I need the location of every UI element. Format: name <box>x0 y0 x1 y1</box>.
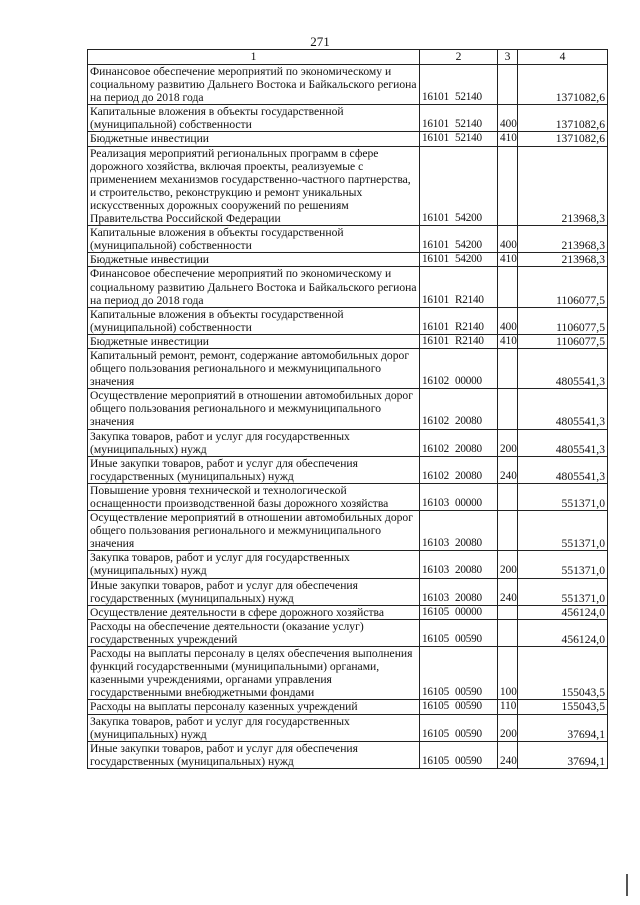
column-header-code: 2 <box>420 50 498 65</box>
margin-mark <box>626 874 628 896</box>
row-expense-type: 200 <box>498 551 518 578</box>
row-amount: 1106077,5 <box>518 267 608 307</box>
row-code-direction: 20080 <box>454 591 482 604</box>
row-code-direction: 00590 <box>454 754 482 767</box>
row-amount: 4805541,3 <box>518 429 608 456</box>
row-amount: 4805541,3 <box>518 389 608 429</box>
table-row <box>88 483 608 510</box>
row-code <box>420 65 498 105</box>
row-code-direction: 20080 <box>454 442 482 455</box>
row-amount: 37694,1 <box>518 741 608 768</box>
row-name: Бюджетные инвестиции <box>88 334 420 348</box>
row-code <box>420 605 498 619</box>
row-amount: 1371082,6 <box>518 132 608 146</box>
row-code-direction: R2140 <box>454 293 484 306</box>
row-name: Капитальные вложения в объекты государственной (муниципальной) собственности <box>88 307 420 334</box>
row-code-direction: R2140 <box>454 334 484 347</box>
row-code <box>420 267 498 307</box>
row-expense-type: 240 <box>498 578 518 605</box>
row-code-program: 16105 <box>422 727 449 740</box>
row-code-program: 16101 <box>422 132 449 145</box>
row-expense-type: 400 <box>498 105 518 132</box>
row-code <box>420 456 498 483</box>
row-code-direction: 52140 <box>454 91 482 104</box>
column-header-amount: 4 <box>518 50 608 65</box>
row-code-program: 16102 <box>422 469 449 482</box>
row-amount: 155043,5 <box>518 647 608 700</box>
row-code <box>420 389 498 429</box>
row-code-direction: 00590 <box>454 727 482 740</box>
row-expense-type: 410 <box>498 334 518 348</box>
row-amount: 1106077,5 <box>518 307 608 334</box>
row-code <box>420 511 498 551</box>
row-amount: 155043,5 <box>518 700 608 714</box>
table-row <box>88 456 608 483</box>
row-code-program: 16102 <box>422 415 449 428</box>
row-code-program: 16101 <box>422 239 449 252</box>
row-expense-type: 200 <box>498 429 518 456</box>
row-expense-type: 100 <box>498 647 518 700</box>
table-row <box>88 511 608 551</box>
table-row <box>88 334 608 348</box>
row-name: Осуществление мероприятий в отношении автомобильных дорог общего пользования регионального и межмуниципального значения <box>88 389 420 429</box>
table-row <box>88 267 608 307</box>
row-expense-type <box>498 483 518 510</box>
row-name: Закупка товаров, работ и услуг для государственных (муниципальных) нужд <box>88 714 420 741</box>
column-header-name: 1 <box>88 50 420 65</box>
row-name: Бюджетные инвестиции <box>88 253 420 267</box>
row-amount: 4805541,3 <box>518 456 608 483</box>
row-amount: 456124,0 <box>518 605 608 619</box>
row-name: Капитальные вложения в объекты государственной (муниципальной) собственности <box>88 105 420 132</box>
row-amount: 213968,3 <box>518 226 608 253</box>
row-expense-type: 240 <box>498 741 518 768</box>
row-expense-type <box>498 146 518 226</box>
row-code-program: 16105 <box>422 632 449 645</box>
row-amount: 4805541,3 <box>518 348 608 388</box>
row-expense-type: 400 <box>498 226 518 253</box>
table-row <box>88 429 608 456</box>
row-code-program: 16101 <box>422 212 449 225</box>
row-code-program: 16103 <box>422 537 449 550</box>
row-code-direction: 00590 <box>454 700 482 713</box>
row-code-direction: 54200 <box>454 212 482 225</box>
row-code-program: 16105 <box>422 686 449 699</box>
row-code-program: 16102 <box>422 375 449 388</box>
row-code-program: 16103 <box>422 591 449 604</box>
row-code-program: 16103 <box>422 497 449 509</box>
budget-table <box>87 49 608 769</box>
row-code-program: 16101 <box>422 334 449 347</box>
row-name: Иные закупки товаров, работ и услуг для обеспечения государственных (муниципальных) нужд <box>88 578 420 605</box>
row-code-direction: 52140 <box>454 132 482 145</box>
row-expense-type: 410 <box>498 253 518 267</box>
row-code <box>420 307 498 334</box>
table-row <box>88 714 608 741</box>
row-name: Капитальный ремонт, ремонт, содержание автомобильных дорог общего пользования регионального и межмуниципального значения <box>88 348 420 388</box>
row-amount: 551371,0 <box>518 551 608 578</box>
row-code-program: 16102 <box>422 442 449 455</box>
row-amount: 37694,1 <box>518 714 608 741</box>
row-name: Капитальные вложения в объекты государственной (муниципальной) собственности <box>88 226 420 253</box>
row-code-direction: 00000 <box>454 605 482 618</box>
row-code-direction: 00000 <box>454 375 482 388</box>
row-name: Иные закупки товаров, работ и услуг для обеспечения государственных (муниципальных) нужд <box>88 741 420 768</box>
row-code-direction: 20080 <box>454 415 482 428</box>
row-code-program: 16103 <box>422 564 449 577</box>
table-row <box>88 253 608 267</box>
row-expense-type <box>498 511 518 551</box>
row-amount: 551371,0 <box>518 511 608 551</box>
row-code-program: 16105 <box>422 605 449 618</box>
row-code-program: 16101 <box>422 293 449 306</box>
row-amount: 456124,0 <box>518 619 608 646</box>
row-code-direction: 20080 <box>454 564 482 577</box>
row-expense-type: 410 <box>498 132 518 146</box>
row-amount: 213968,3 <box>518 253 608 267</box>
row-code-direction: 20080 <box>454 537 482 550</box>
row-code <box>420 226 498 253</box>
column-header-type: 3 <box>498 50 518 65</box>
row-expense-type: 400 <box>498 307 518 334</box>
row-code <box>420 551 498 578</box>
row-code-program: 16105 <box>422 700 449 713</box>
row-code <box>420 714 498 741</box>
table-row <box>88 619 608 646</box>
row-name: Бюджетные инвестиции <box>88 132 420 146</box>
row-code-direction: 54200 <box>454 253 482 266</box>
row-name: Расходы на выплаты персоналу в целях обеспечения выполнения функций государственными (муниципальными) органами, казенными учреждениями, органами управления государственными внебюджетными фондами <box>88 647 420 700</box>
table-header-row <box>88 50 608 65</box>
row-name: Осуществление деятельности в сфере дорожного хозяйства <box>88 605 420 619</box>
row-expense-type: 110 <box>498 700 518 714</box>
table-row <box>88 146 608 226</box>
row-code-direction: 20080 <box>454 469 482 482</box>
row-code-program: 16105 <box>422 754 449 767</box>
row-code-program: 16101 <box>422 320 449 333</box>
row-expense-type <box>498 65 518 105</box>
row-code <box>420 146 498 226</box>
row-name: Осуществление мероприятий в отношении автомобильных дорог общего пользования регионального и межмуниципального значения <box>88 511 420 551</box>
row-code <box>420 578 498 605</box>
row-code-program: 16101 <box>422 118 449 131</box>
row-code <box>420 132 498 146</box>
row-name: Иные закупки товаров, работ и услуг для обеспечения государственных (муниципальных) нужд <box>88 456 420 483</box>
row-code-direction: 00000 <box>454 497 482 509</box>
row-code-direction: 00590 <box>454 686 482 699</box>
row-amount: 1371082,6 <box>518 105 608 132</box>
row-code <box>420 253 498 267</box>
table-row <box>88 647 608 700</box>
table-row <box>88 226 608 253</box>
row-name: Финансовое обеспечение мероприятий по экономическому и социальному развитию Дальнего Востока и Байкальского региона на период до 2018 года <box>88 267 420 307</box>
row-name: Расходы на выплаты персоналу казенных учреждений <box>88 700 420 714</box>
row-code <box>420 647 498 700</box>
row-code-direction: 54200 <box>454 239 482 252</box>
row-expense-type: 240 <box>498 456 518 483</box>
table-row <box>88 65 608 105</box>
row-name: Финансовое обеспечение мероприятий по экономическому и социальному развитию Дальнего Востока и Байкальского региона на период до 2018 года <box>88 65 420 105</box>
table-row <box>88 389 608 429</box>
row-amount: 1106077,5 <box>518 334 608 348</box>
row-expense-type: 200 <box>498 714 518 741</box>
row-code <box>420 741 498 768</box>
row-code-program: 16101 <box>422 253 449 266</box>
page-number: 271 <box>310 34 330 49</box>
row-expense-type <box>498 267 518 307</box>
table-body <box>88 50 608 769</box>
table-row <box>88 307 608 334</box>
row-code-direction: R2140 <box>454 320 484 333</box>
table-row <box>88 105 608 132</box>
table-row <box>88 741 608 768</box>
row-amount: 551371,0 <box>518 483 608 510</box>
row-code <box>420 483 498 510</box>
row-expense-type <box>498 348 518 388</box>
table-row <box>88 348 608 388</box>
row-code-program: 16101 <box>422 91 449 104</box>
row-name: Реализация мероприятий региональных программ в сфере дорожного хозяйства, включая проекты, реализуемые с применением механизмов государственно-частного партнерства, и строительство, реконструкцию и ремонт уникальных искусственных дорожных сооружений по решениям Правительства Российской Федерации <box>88 146 420 226</box>
row-name: Закупка товаров, работ и услуг для государственных (муниципальных) нужд <box>88 429 420 456</box>
row-expense-type <box>498 619 518 646</box>
row-name: Расходы на обеспечение деятельности (оказание услуг) государственных учреждений <box>88 619 420 646</box>
row-code <box>420 429 498 456</box>
table-row <box>88 605 608 619</box>
row-expense-type <box>498 389 518 429</box>
row-name: Повышение уровня технической и технологической оснащенности производственной базы дорожного хозяйства <box>88 483 420 510</box>
row-code <box>420 348 498 388</box>
table-row <box>88 700 608 714</box>
row-amount: 213968,3 <box>518 146 608 226</box>
table-row <box>88 132 608 146</box>
row-amount: 551371,0 <box>518 578 608 605</box>
row-expense-type <box>498 605 518 619</box>
row-code <box>420 619 498 646</box>
row-code-direction: 52140 <box>454 118 482 131</box>
row-code <box>420 334 498 348</box>
row-code-direction: 00590 <box>454 632 482 645</box>
row-code <box>420 700 498 714</box>
row-code <box>420 105 498 132</box>
row-amount: 1371082,6 <box>518 65 608 105</box>
table-row <box>88 578 608 605</box>
row-name: Закупка товаров, работ и услуг для государственных (муниципальных) нужд <box>88 551 420 578</box>
table-row <box>88 551 608 578</box>
